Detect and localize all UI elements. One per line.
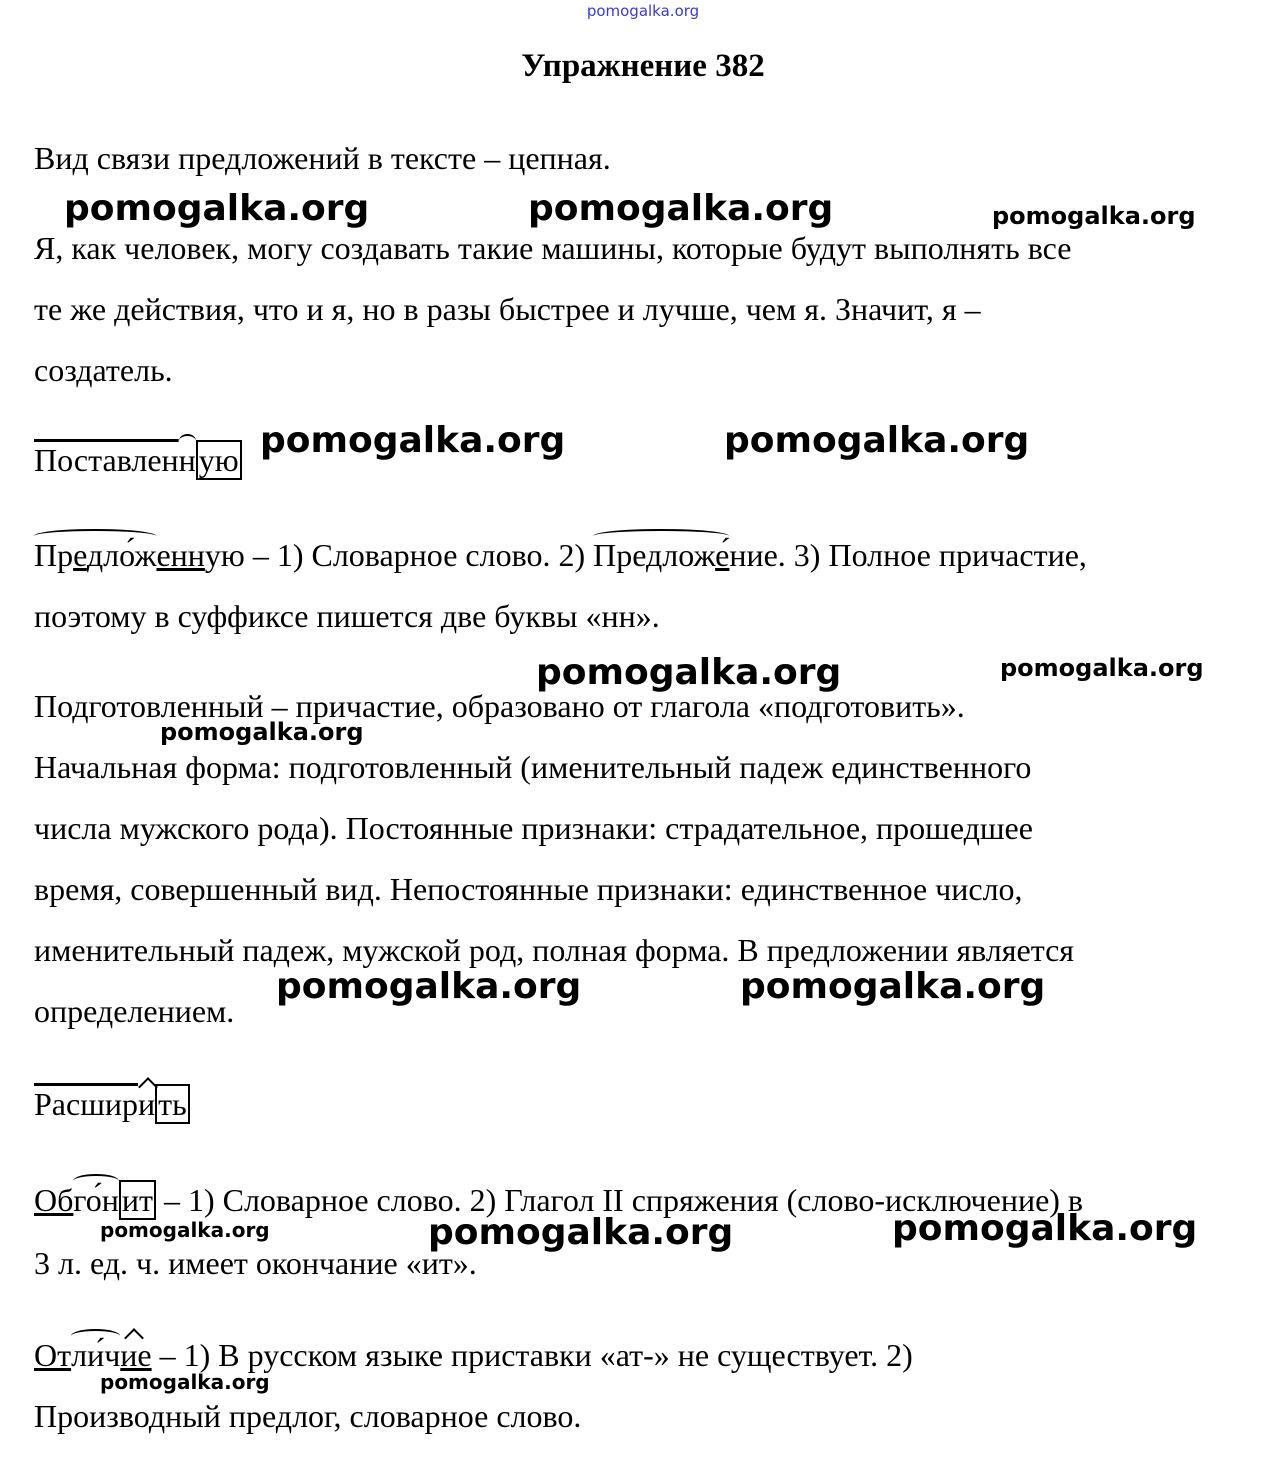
explanation-predlozhennuyu-line-1: Предло́женную – 1) Словарное слово. 2) Предложе́ние. 3) Полное причастие, <box>34 537 1087 573</box>
ending-box: ть <box>155 1084 190 1124</box>
paragraph-text-line-2: те же действия, что и я, но в разы быстрее и лучше, чем я. Значит, я – <box>34 291 981 327</box>
watermark-text: pomogalka.org <box>740 966 1046 1007</box>
watermark-text: pomogalka.org <box>260 420 566 461</box>
explanation-otlichie-line-2: Производный предлог, словарное слово. <box>34 1398 582 1434</box>
prefix-mark: От <box>34 1337 72 1373</box>
morph-analysis-line-3: числа мужского рода). Постоянные признаки: страдательное, прошедшее <box>34 810 1033 846</box>
watermark-text: pomogalka.org <box>100 1370 270 1394</box>
ending-box: ую <box>196 440 242 480</box>
watermark-text: pomogalka.org <box>64 188 370 229</box>
prefix-mark: Поставлен <box>34 442 179 478</box>
explanation-obgonit-line-2: 3 л. ед. ч. имеет окончание «ит». <box>34 1245 477 1281</box>
morph-analysis-line-2: Начальная форма: подготовленный (именительный падеж единственного <box>34 749 1032 785</box>
root-arc: Предло́ж <box>34 537 157 573</box>
vowel-underline: е <box>73 537 87 573</box>
morph-analysis-line-5: именительный падеж, мужской род, полная форма. В предложении является <box>34 932 1074 968</box>
suffix-underline: енн <box>156 537 205 573</box>
watermark-text: pomogalka.org <box>528 188 834 229</box>
watermark-text: pomogalka.org <box>1000 654 1204 682</box>
watermark-text: pomogalka.org <box>892 1208 1198 1249</box>
root-arc: ли́ч <box>71 1337 121 1373</box>
suffix-mark: ие <box>120 1337 152 1373</box>
suffix-mark: и <box>137 1086 156 1122</box>
morph-analysis-line-6: определением. <box>34 993 235 1029</box>
watermark-text: pomogalka.org <box>992 202 1196 230</box>
watermark-text: pomogalka.org <box>428 1212 734 1253</box>
watermark-text: pomogalka.org <box>160 718 364 746</box>
watermark-text: pomogalka.org <box>276 966 582 1007</box>
word-analysis-postavlennuyu <box>34 440 242 480</box>
watermark-text: pomogalka.org <box>724 420 1030 461</box>
watermark-text: pomogalka.org <box>100 1218 270 1242</box>
explanation-obgonit-line-1: Обго́нит – 1) Словарное слово. 2) Глагол II спряжения (слово-исключение) в <box>34 1182 1084 1218</box>
prefix-mark: Об <box>34 1182 74 1218</box>
page-title: Упражнение 382 <box>521 48 765 84</box>
morph-analysis-line-1: Подготовленный – причастие, образовано от глагола «подготовить». <box>34 688 965 724</box>
paragraph-text-line-3: создатель. <box>34 352 173 388</box>
prefix-mark: Расшир <box>34 1086 138 1122</box>
paragraph-text-line-1: Я, как человек, могу создавать такие машины, которые будут выполнять все <box>34 230 1072 266</box>
paragraph-connection-type: Вид связи предложений в тексте – цепная. <box>34 140 611 176</box>
suffix-mark: н <box>178 442 196 478</box>
root-arc: го́н <box>73 1182 119 1218</box>
morph-analysis-line-4: время, совершенный вид. Непостоянные признаки: единственное число, <box>34 871 1023 907</box>
top-watermark: pomogalka.org <box>586 2 700 20</box>
ending-box: ит <box>119 1180 156 1220</box>
explanation-predlozhennuyu-line-2: поэтому в суффиксе пишется две буквы «нн». <box>34 598 660 634</box>
explanation-otlichie-line-1: Отли́чие – 1) В русском языке приставки «ат-» не существует. 2) <box>34 1337 913 1373</box>
root-arc-2: Предложе́ <box>593 537 730 573</box>
word-analysis-rasshirit <box>34 1084 190 1124</box>
watermark-text: pomogalka.org <box>536 652 842 693</box>
